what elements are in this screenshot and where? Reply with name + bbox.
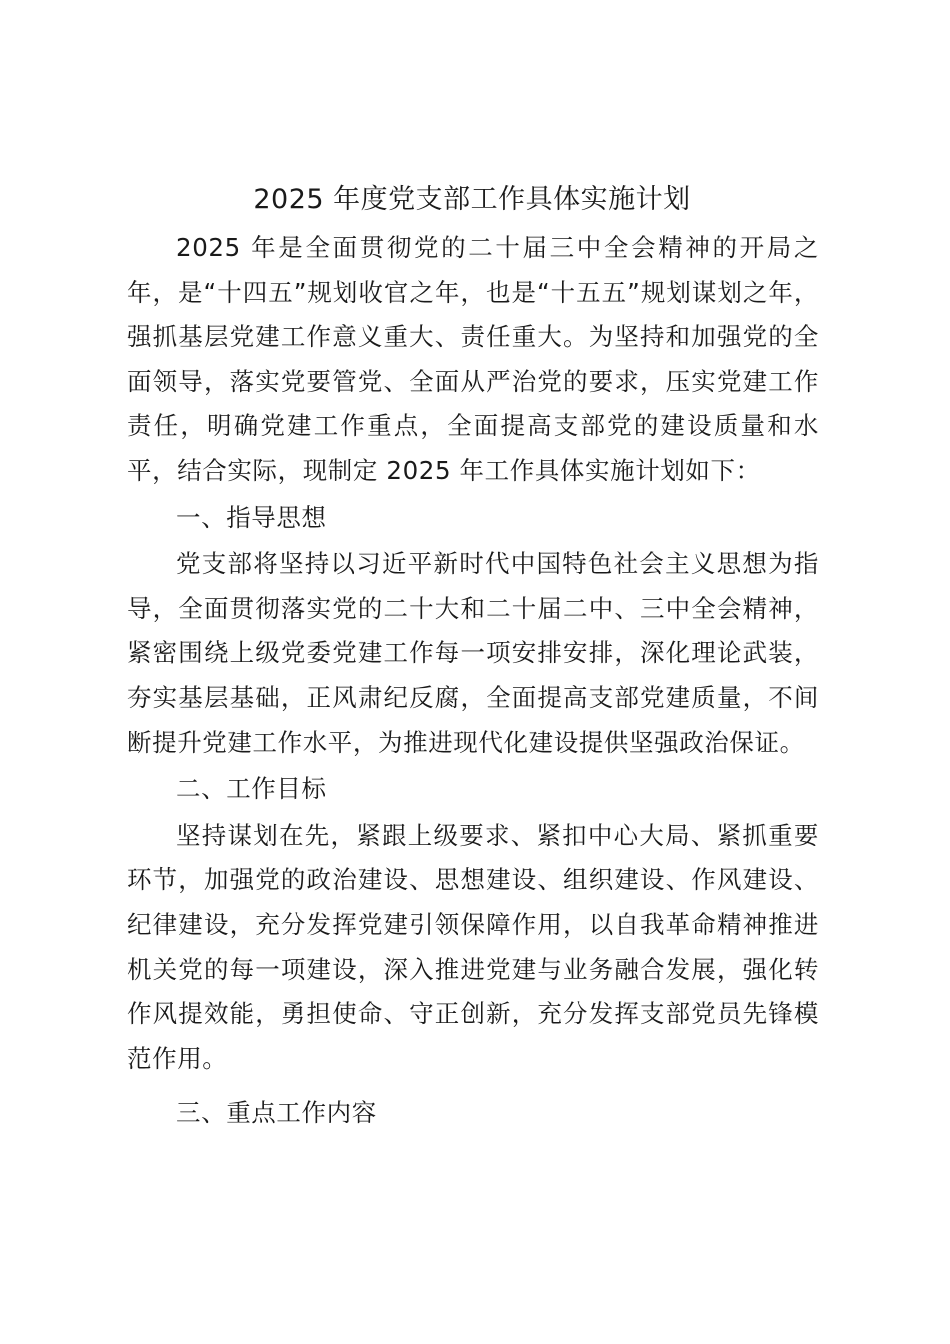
section-heading-work-goals: 二、工作目标 [176, 774, 327, 804]
document-title: 2025 年度党支部工作具体实施计划 [253, 184, 691, 215]
section-body-work-goals: 坚持谋划在先，紧跟上级要求、紧扣中心大局、紧抓重要环节，加强党的政治建设、思想建设、组织建设、作风建设、纪律建设，充分发挥党建引领保障作用，以自我革命精神推进机关党的每一项建设，深入推进党建与业务融合发展，强化转作风提效能，勇担使命、守正创新，充分发挥支部党员先锋模范作用。 [127, 820, 819, 1073]
section-body-guiding-ideology: 党支部将坚持以习近平新时代中国特色社会主义思想为指导，全面贯彻落实党的二十大和二十届二中、三中全会精神，紧密围绕上级党委党建工作每一项安排安排，深化理论武装，夯实基层基础，正风肃纪反腐，全面提高支部党建质量，不间断提升党建工作水平，为推进现代化建设提供坚强政治保证。 [127, 549, 819, 757]
section-heading-key-work: 三、重点工作内容 [176, 1098, 377, 1128]
document-body [127, 226, 819, 1136]
section-heading-guiding-ideology: 一、指导思想 [176, 502, 327, 532]
intro-paragraph: 2025 年是全面贯彻党的二十届三中全会精神的开局之年，是“十四五”规划收官之年，也是“十五五”规划谋划之年，强抓基层党建工作意义重大、责任重大。为坚持和加强党的全面领导，落实党要管党、全面从严治党的要求，压实党建工作责任，明确党建工作重点，全面提高支部党的建设质量和水平，结合实际，现制定 2025 年工作具体实施计划如下： [127, 233, 819, 485]
